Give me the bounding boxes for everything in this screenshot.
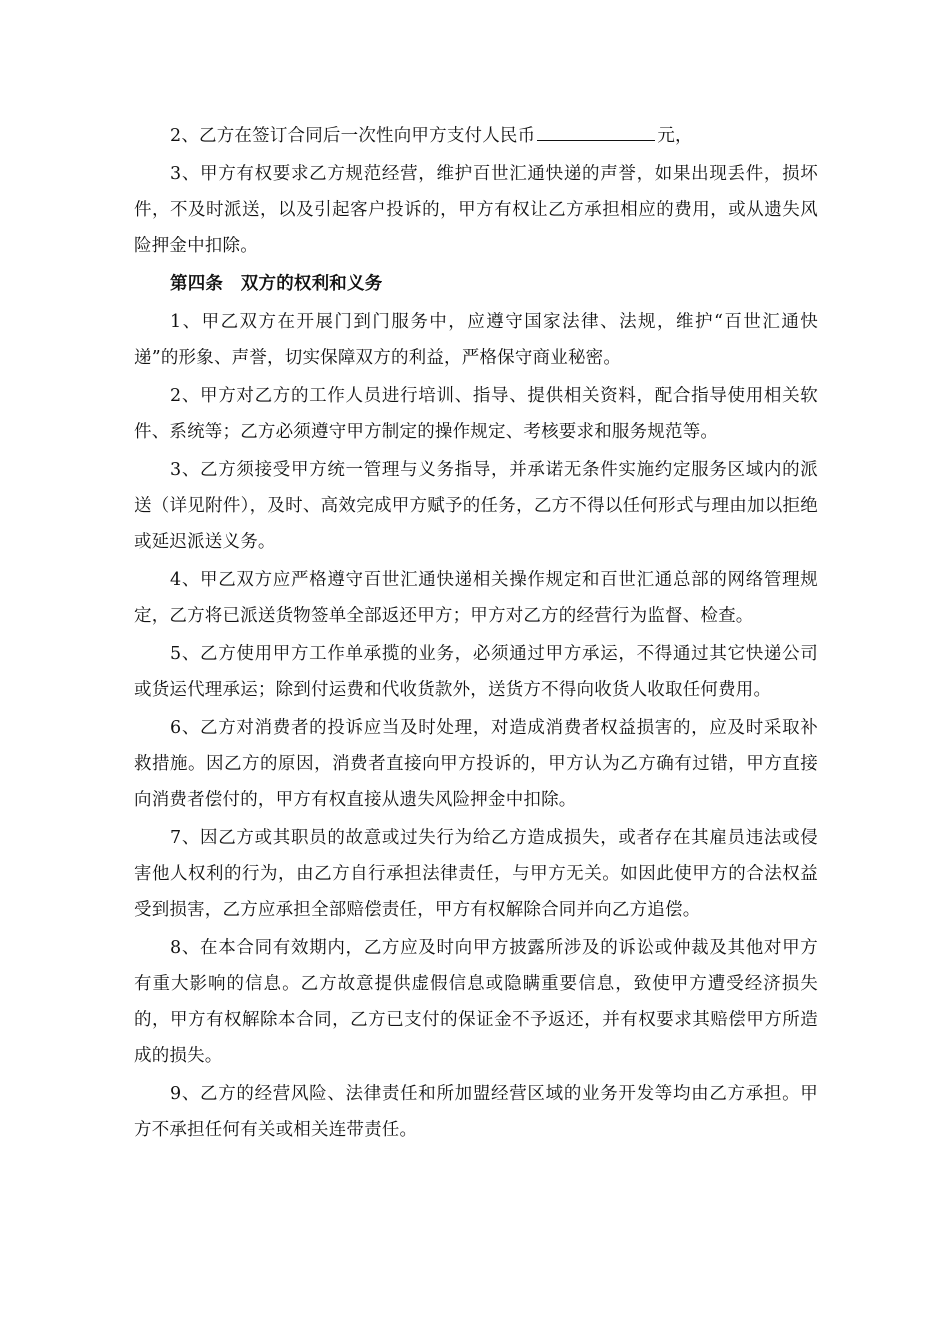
payment-clause-text: 2、乙方在签订合同后一次性向甲方支付人民币	[170, 126, 536, 146]
rights-item-2: 2、甲方对乙方的工作人员进行培训、指导、提供相关资料，配合指导使用相关软件、系统等；乙方必须遵守甲方制定的操作规定、考核要求和服务规范等。	[134, 386, 818, 442]
rights-item-5: 5、乙方使用甲方工作单承揽的业务，必须通过甲方承运，不得通过其它快递公司或货运代理承运；除到付运费和代收货款外，送货方不得向收货人收取任何费用。	[134, 644, 818, 700]
rights-item-7: 7、因乙方或其职员的故意或过失行为给乙方造成损失，或者存在其雇员违法或侵害他人权利的行为，由乙方自行承担法律责任，与甲方无关。如因此使甲方的合法权益受到损害，乙方应承担全部赔偿责任，甲方有权解除合同并向乙方追偿。	[134, 828, 818, 920]
payment-clause	[134, 118, 818, 154]
rights-item-1: 1、甲乙双方在开展门到门服务中，应遵守国家法律、法规，维护“百世汇通快递”的形象、声誉，切实保障双方的利益，严格保守商业秘密。	[134, 312, 818, 368]
reputation-clause: 3、甲方有权要求乙方规范经营，维护百世汇通快递的声誉，如果出现丢件，损坏件，不及时派送，以及引起客户投诉的，甲方有权让乙方承担相应的费用，或从遗失风险押金中扣除。	[134, 164, 818, 256]
rights-item-4: 4、甲乙双方应严格遵守百世汇通快递相关操作规定和百世汇通总部的网络管理规定，乙方将已派送货物签单全部返还甲方；甲方对乙方的经营行为监督、检查。	[134, 570, 818, 626]
document-page	[134, 118, 818, 1150]
rights-item-9: 9、乙方的经营风险、法律责任和所加盟经营区域的业务开发等均由乙方承担。甲方不承担任何有关或相关连带责任。	[134, 1084, 818, 1140]
rights-item-6: 6、乙方对消费者的投诉应当及时处理，对造成消费者权益损害的，应及时采取补救措施。因乙方的原因，消费者直接向甲方投诉的，甲方认为乙方确有过错，甲方直接向消费者偿付的，甲方有权直接从遗失风险押金中扣除。	[134, 718, 818, 810]
section-heading: 第四条 双方的权利和义务	[170, 274, 383, 294]
rights-item-8: 8、在本合同有效期内，乙方应及时向甲方披露所涉及的诉讼或仲裁及其他对甲方有重大影响的信息。乙方故意提供虚假信息或隐瞒重要信息，致使甲方遭受经济损失的，甲方有权解除本合同，乙方已支付的保证金不予返还，并有权要求其赔偿甲方所造成的损失。	[134, 938, 818, 1066]
rights-item-3: 3、乙方须接受甲方统一管理与义务指导，并承诺无条件实施约定服务区域内的派送（详见附件），及时、高效完成甲方赋予的任务，乙方不得以任何形式与理由加以拒绝或延迟派送义务。	[134, 460, 818, 552]
payment-clause-suffix: 元，	[657, 126, 693, 146]
amount-blank-line	[537, 122, 655, 141]
